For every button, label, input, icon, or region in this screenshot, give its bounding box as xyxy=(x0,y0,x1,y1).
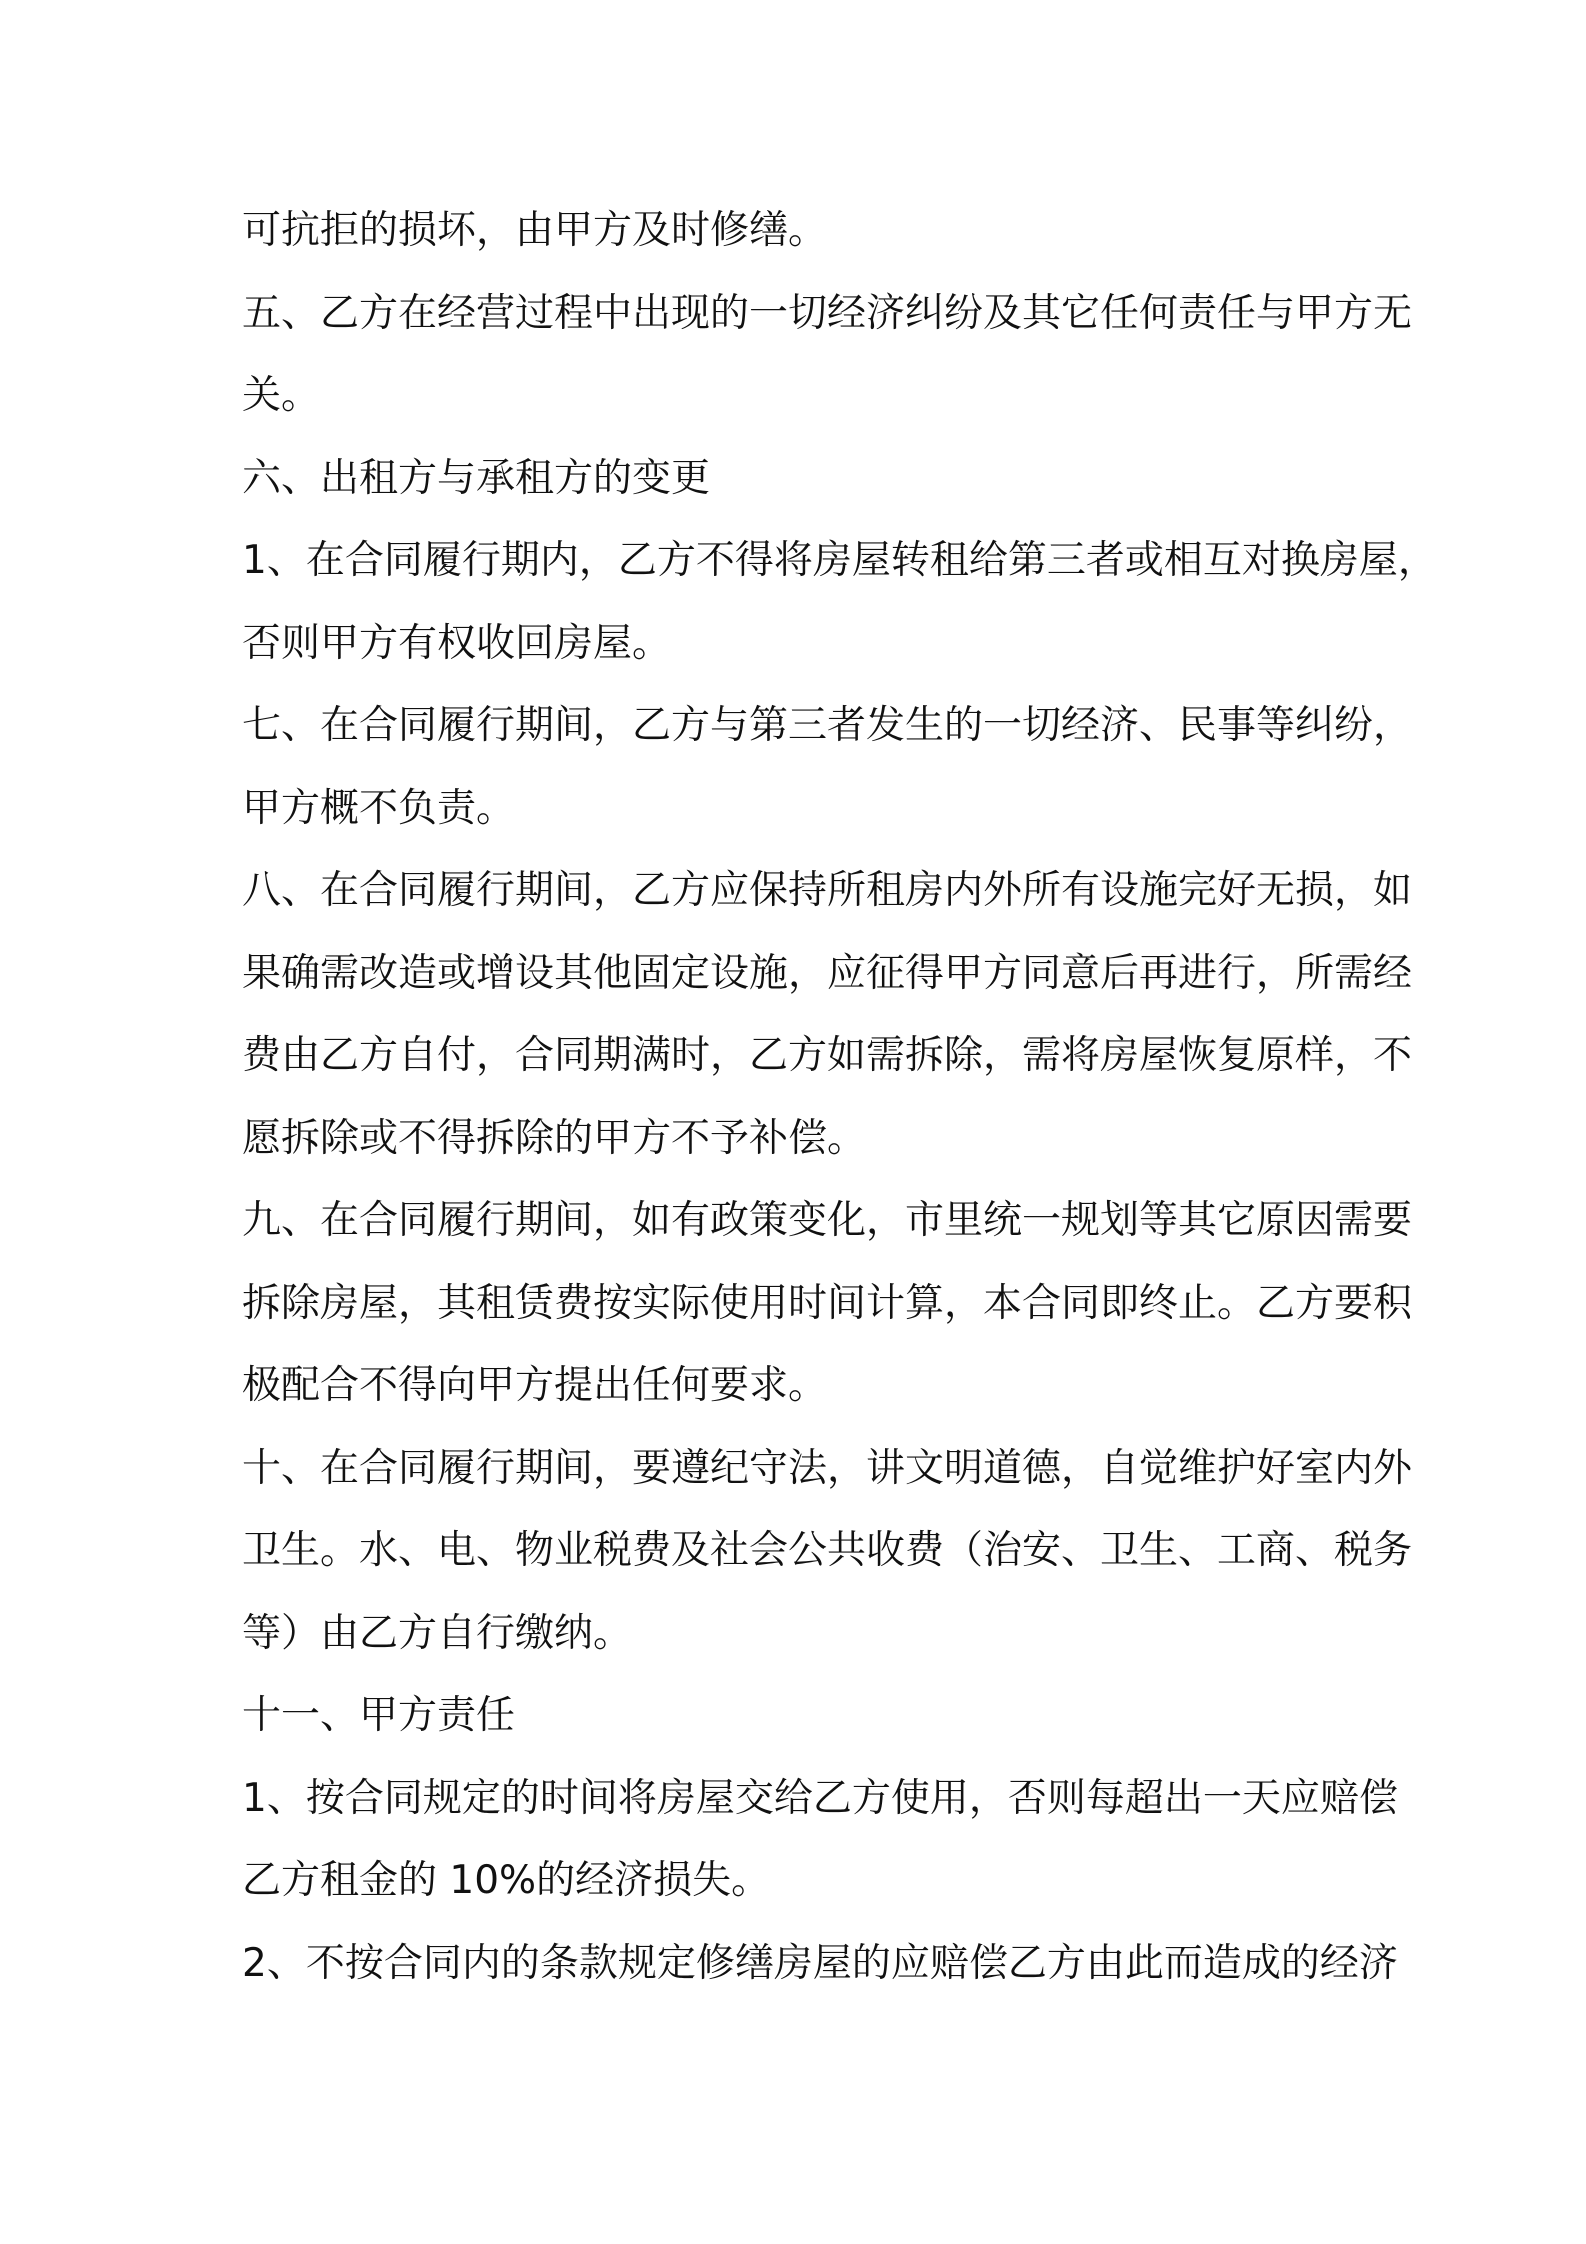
text-line: 八、在合同履行期间，乙方应保持所租房内外所有设施完好无损，如 xyxy=(242,868,1413,913)
text-line: 愿拆除或不得拆除的甲方不予补偿。 xyxy=(242,1115,867,1161)
text-line: 极配合不得向甲方提出任何要求。 xyxy=(242,1363,828,1408)
text-line: 1、按合同规定的时间将房屋交给乙方使用，否则每超出一天应赔偿 xyxy=(242,1775,1398,1821)
text-line: 九、在合同履行期间，如有政策变化，市里统一规划等其它原因需要 xyxy=(242,1198,1413,1243)
text-line: 十、在合同履行期间，要遵纪守法，讲文明道德，自觉维护好室内外 xyxy=(242,1445,1413,1491)
text-line: 2、不按合同内的条款规定修缮房屋的应赔偿乙方由此而造成的经济 xyxy=(242,1940,1398,1986)
text-line: 关。 xyxy=(242,373,321,418)
section-heading: 六、出租方与承租方的变更 xyxy=(242,455,711,501)
contract-body xyxy=(242,190,1437,2005)
text-line: 否则甲方有权收回房屋。 xyxy=(242,620,672,666)
text-line: 1、在合同履行期内，乙方不得将房屋转租给第三者或相互对换房屋， xyxy=(242,538,1437,583)
text-line: 甲方概不负责。 xyxy=(242,785,516,831)
text-line: 五、乙方在经营过程中出现的一切经济纠纷及其它任何责任与甲方无 xyxy=(242,290,1413,336)
text-line: 乙方租金的 10%的经济损失。 xyxy=(242,1858,771,1903)
text-line: 卫生。水、电、物业税费及社会公共收费（治安、卫生、工商、税务 xyxy=(242,1528,1413,1573)
text-line: 七、在合同履行期间，乙方与第三者发生的一切经济、民事等纠纷， xyxy=(242,703,1413,748)
section-heading: 十一、甲方责任 xyxy=(242,1693,516,1738)
text-line: 费由乙方自付，合同期满时，乙方如需拆除，需将房屋恢复原样，不 xyxy=(242,1033,1413,1078)
text-line: 等）由乙方自行缴纳。 xyxy=(242,1610,633,1656)
text-line: 果确需改造或增设其他固定设施，应征得甲方同意后再进行，所需经 xyxy=(242,950,1413,996)
text-line: 拆除房屋，其租赁费按实际使用时间计算，本合同即终止。乙方要积 xyxy=(242,1280,1413,1326)
text-line: 可抗拒的损坏，由甲方及时修缮。 xyxy=(242,208,828,253)
